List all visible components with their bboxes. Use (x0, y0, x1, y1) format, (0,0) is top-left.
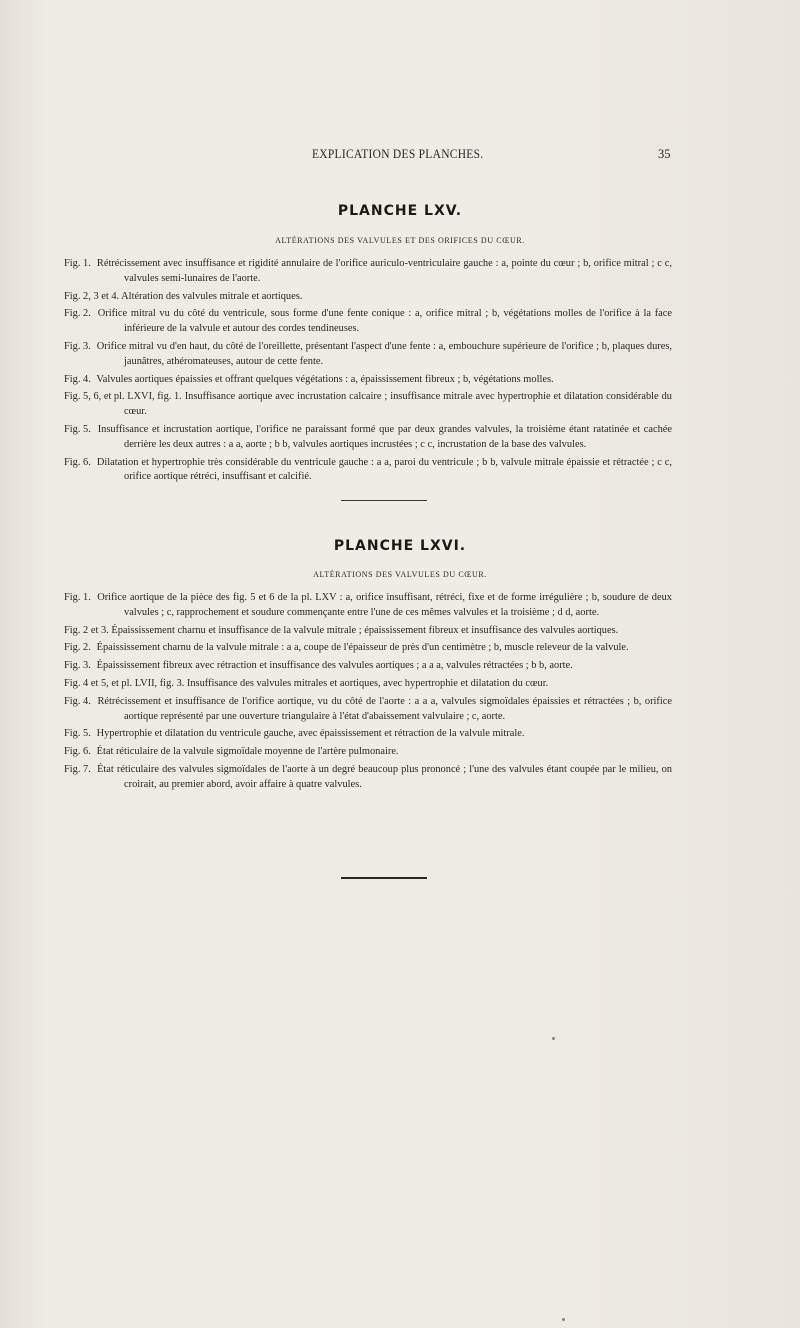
figure-entry (64, 624, 672, 639)
figure-description: Épaississement fibreux avec rétraction et insuffisance des valvules aortiques ; a a a, valvules rétractées ; b b, aorte. (96, 660, 573, 672)
figure-entry: Fig. 7. État réticulaire des valvules sigmoïdales de l'aorte à un degré beaucoup plus prononcé ; l'une des valvules étant coupée par le milieu, on croirait, au premier abord, avoir affaire à quatre valvules. (64, 763, 672, 790)
figure-entry (64, 390, 672, 420)
page-number: 35 (658, 147, 671, 161)
figure-entry (64, 290, 672, 305)
figure-entry: Fig. 3. Orifice mitral vu d'en haut, du côté de l'oreillette, présentant l'aspect d'une fente : a, embouchure supérieure de l'orifice ; b, plaques dures, jaunâtres, athéromateuses, autour de cette fente. (64, 340, 672, 367)
figure-entry (64, 677, 672, 692)
page-header (0, 147, 800, 165)
section-divider (341, 500, 427, 501)
figure-description: Hypertrophie et dilatation du ventricule gauche, avec épaississement et rétraction de la valvule mitrale. (96, 728, 525, 740)
figure-label: Fig. 4 et 5, et pl. LVII, fig. 3. (64, 677, 185, 689)
plate-65-subtitle: ALTÉRATIONS DES VALVULES ET DES ORIFICES DU CŒUR. (275, 236, 525, 245)
figure-entry: Fig. 2. Orifice mitral vu du côté du ventricule, sous forme d'une fente conique : a, orifice mitral ; b, végétations molles de l'orifice à la face inférieure de la valvule et autour des cordes tendineuses. (64, 308, 672, 335)
figure-description: Orifice mitral vu d'en haut, du côté de l'oreillette, présentant l'aspect d'une fente : a, embouchure supérieure de l'orifice ; b, plaques dures, jaunâtres, athéromateuses, autour de cette fente. (96, 340, 672, 367)
figure-description: Valvules aortiques épaissies et offrant quelques végétations : a, épaississement fibreux ; b, végétations molles. (96, 373, 554, 385)
figure-entry: Fig. 1. Rétrécissement avec insuffisance et rigidité annulaire de l'orifice auriculo-ventriculaire gauche : a, pointe du cœur ; b, orifice mitral ; c c, valvules semi-lunaires de l'aorte. (64, 258, 672, 284)
figure-description: Orifice mitral vu du côté du ventricule, sous forme d'une fente conique : a, orifice mitral ; b, végétations molles de l'orifice à la face inférieure de la valvule et autour des cordes tendineuses. (97, 308, 672, 335)
figure-entry: Fig. 5. Hypertrophie et dilatation du ventricule gauche, avec épaississement et rétraction de la valvule mitrale. (64, 728, 525, 740)
figure-description: Épaississement charnu de la valvule mitrale : a a, coupe de l'épaisseur de près d'un centimètre ; b, muscle releveur de la valvule. (96, 642, 629, 654)
figure-description: État réticulaire de la valvule sigmoïdale moyenne de l'artère pulmonaire. (96, 746, 399, 758)
figure-entry: Fig. 5. Insuffisance et incrustation aortique, l'orifice ne paraissant formé que par deux grandes valvules, la troisième étant ratatinée et cachée derrière les deux autres : a a, aorte ; b b, valvules aortiques incrustées ; c c, incrustation de la base des valvules. (64, 423, 672, 450)
figure-entry: Fig. 3. Épaississement fibreux avec rétraction et insuffisance des valvules aortiques ; a a a, valvules rétractées ; b b, aorte. (64, 660, 573, 672)
figure-description: Orifice aortique de la pièce des fig. 5 et 6 de la pl. LXV : a, orifice insuffisant, rétréci, fixe et de forme irrégulière ; b, soudure de deux valvules ; c, rapprochement et soudure commençante entre l'une de ces mêmes valvules et la troisième ; d d, aorte. (97, 592, 672, 618)
figure-label: Fig. 5, 6, et pl. LXVI, fig. 1. (64, 391, 182, 403)
running-title: EXPLICATION DES PLANCHES. (312, 147, 484, 161)
figure-description: Insuffisance des valvules mitrales et aortiques, avec hypertrophie et dilatation du cœur. (186, 677, 549, 689)
figure-description: Dilatation et hypertrophie très considérable du ventricule gauche : a a, paroi du ventricule ; b b, valvule mitrale épaissie et rétractée ; c c, orifice aortique rétréci, insuffisant et calcifié. (96, 456, 672, 483)
figure-description: Rétrécissement et insuffisance de l'orifice aortique, vu du côté de l'aorte : a a a, valvules sigmoïdales épaissies et rétractées ; b, orifice aortique représenté par une ouverture triangulaire à l'état d'abaissement valvulaire ; c, aorte. (97, 695, 672, 722)
figure-entry: Fig. 6. Dilatation et hypertrophie très considérable du ventricule gauche : a a, paroi du ventricule ; b b, valvule mitrale épaissie et rétractée ; c c, orifice aortique rétréci, insuffisant et calcifié. (64, 456, 672, 483)
figure-description: Insuffisance et incrustation aortique, l'orifice ne paraissant formé que par deux grandes valvules, la troisième étant ratatinée et cachée derrière les deux autres : a a, aorte ; b b, valvules aortiques incrustées ; c c, incrustation de la base des valvules. (97, 423, 672, 450)
figure-description: Épaississement charnu et insuffisance de la valvule mitrale ; épaississement fibreux et insuffisance des valvules aortiques. (111, 624, 619, 636)
figure-description: Insuffisance aortique avec incrustation calcaire ; insuffisance mitrale avec hypertrophie et dilatation considérable du cœur. (124, 391, 672, 418)
figure-label: Fig. 2, 3 et 4. (64, 290, 120, 302)
plate-66-subtitle: ALTÉRATIONS DES VALVULES DU CŒUR. (313, 570, 487, 579)
figure-entry: Fig. 6. État réticulaire de la valvule sigmoïdale moyenne de l'artère pulmonaire. (64, 746, 399, 758)
figure-entry: Fig. 2. Épaississement charnu de la valvule mitrale : a a, coupe de l'épaisseur de près d'un centimètre ; b, muscle releveur de la valvule. (64, 642, 629, 654)
figure-description: Rétrécissement avec insuffisance et rigidité annulaire de l'orifice auriculo-ventriculaire gauche : a, pointe du cœur ; b, orifice mitral ; c c, valvules semi-lunaires de l'aorte. (96, 258, 672, 284)
paper-speck (562, 1318, 565, 1321)
plate-65-figure-list (64, 257, 672, 488)
plate-66-title: PLANCHE LXVI. (333, 538, 467, 554)
figure-entry: Fig. 4. Rétrécissement et insuffisance de l'orifice aortique, vu du côté de l'aorte : a a a, valvules sigmoïdales épaissies et rétractées ; b, orifice aortique représenté par une ouverture triangulaire à l'état d'abaissement valvulaire ; c, aorte. (64, 695, 672, 722)
plate-65-title: PLANCHE LXV. (337, 203, 463, 219)
plate-66-figure-list (64, 591, 672, 796)
paper-speck (552, 1037, 555, 1040)
figure-description: Altération des valvules mitrale et aortiques. (121, 290, 303, 302)
end-rule (341, 877, 427, 879)
figure-entry: Fig. 1. Orifice aortique de la pièce des fig. 5 et 6 de la pl. LXV : a, orifice insuffisant, rétréci, fixe et de forme irrégulière ; b, soudure de deux valvules ; c, rapprochement et soudure commençante entre l'une de ces mêmes valvules et la troisième ; d d, aorte. (64, 592, 672, 618)
figure-label: Fig. 2 et 3. (64, 624, 109, 636)
figure-entry: Fig. 4. Valvules aortiques épaissies et offrant quelques végétations : a, épaississement fibreux ; b, végétations molles. (64, 373, 554, 385)
figure-description: État réticulaire des valvules sigmoïdales de l'aorte à un degré beaucoup plus prononcé ; l'une des valvules étant coupée par le milieu, on croirait, au premier abord, avoir affaire à quatre valvules. (97, 763, 672, 790)
